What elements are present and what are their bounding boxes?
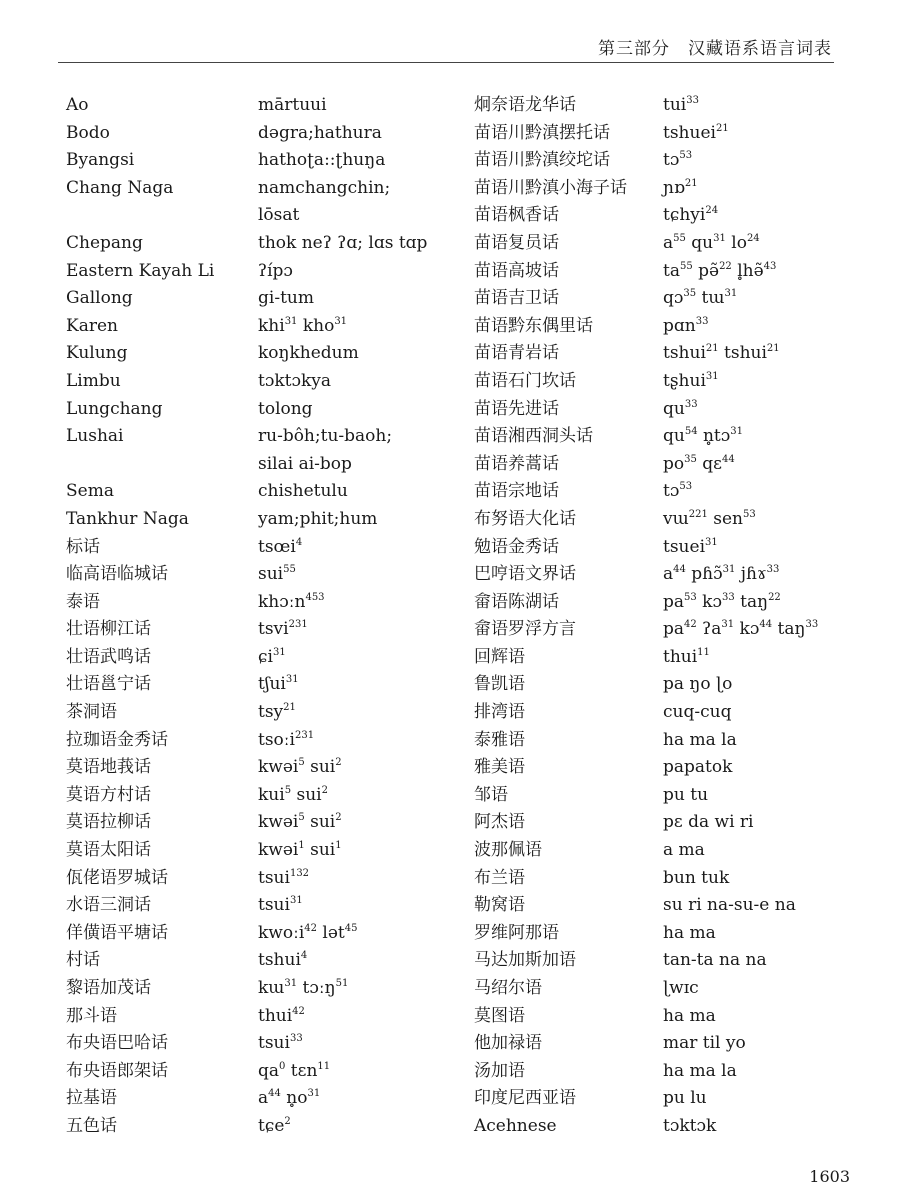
- language-names-left-column: [66, 92, 251, 1141]
- word-form: kwoːi$^{42}$ lət$^{45}$: [258, 922, 358, 943]
- language-name: 印度尼西亚语: [474, 1088, 576, 1109]
- language-name: 莫语太阳话: [66, 840, 151, 861]
- language-name: 佯僙语平塘话: [66, 922, 168, 943]
- language-name: Sema: [66, 481, 114, 502]
- word-form: tui$^{33}$: [663, 95, 699, 115]
- language-name: 布兰语: [474, 867, 525, 888]
- language-name: 泰雅语: [474, 729, 525, 750]
- language-name: Ao: [66, 95, 89, 115]
- word-form: $qu^{33}$: [663, 398, 698, 419]
- language-name: 畲语罗浮方言: [474, 619, 576, 640]
- word-form: su ri na-su-e na: [663, 895, 796, 916]
- word-form: khɔːn$^{453}$: [258, 591, 325, 612]
- word-form: bun tuk: [663, 867, 730, 888]
- language-name: 布央语巴哈话: [66, 1033, 168, 1054]
- word-form: kwəi$^5$ sui$^2$: [258, 812, 342, 833]
- word-form: $pa^{42}$ ʔa$^{31}$ kɔ$^{44}$ taŋ$^{33}$: [663, 619, 819, 640]
- word-form: kui$^5$ sui$^2$: [258, 784, 328, 805]
- language-name: 布央语郎架话: [66, 1060, 168, 1081]
- language-name: Lushai: [66, 426, 124, 447]
- language-name: 五色话: [66, 1115, 117, 1136]
- word-form: yam;phit;hum: [258, 508, 378, 529]
- language-name: 苗语青岩话: [474, 343, 559, 364]
- word-form: tsy$^{21}$: [258, 702, 296, 723]
- word-form: ha ma: [663, 922, 716, 943]
- language-name: 莫图语: [474, 1005, 525, 1026]
- language-name: Gallong: [66, 288, 133, 309]
- word-form: hathoʈa::ʈhuŋa: [258, 150, 386, 171]
- word-form: khi$^{31}$ kho$^{31}$: [258, 315, 348, 336]
- word-form: ɭwɪc: [663, 978, 699, 998]
- running-header: 第三部分 汉藏语系语言词表: [598, 39, 832, 59]
- word-form: tɔktɔkya: [258, 370, 332, 391]
- word-form: mārtuui: [258, 95, 327, 115]
- language-name: 汤加语: [474, 1060, 525, 1081]
- language-name: 苗语枫香话: [474, 205, 559, 226]
- word-form: $qa^0$ tɛn$^{11}$: [258, 1060, 331, 1081]
- word-form: kwəi$^1$ sui$^1$: [258, 840, 342, 861]
- language-name: Bodo: [66, 122, 110, 143]
- language-name: 拉基语: [66, 1088, 117, 1109]
- language-name: 苗语宗地话: [474, 481, 559, 502]
- word-form: vɯ$^{221}$ sen$^{53}$: [663, 508, 756, 529]
- language-name: 苗语川黔滇小海子话: [474, 177, 627, 198]
- language-name: 村话: [66, 950, 100, 971]
- language-name: 莫语拉柳话: [66, 812, 151, 833]
- language-name: Karen: [66, 315, 118, 336]
- word-form: ʔípɔ: [258, 260, 293, 281]
- language-name: 佤佬语罗城话: [66, 867, 168, 888]
- language-name: [66, 451, 251, 479]
- word-form: dəgra;hathura: [258, 122, 382, 143]
- word-form: tshuei$^{21}$: [663, 122, 729, 143]
- word-form: pɛ da wi ri: [663, 812, 754, 833]
- language-name: 炯奈语龙华话: [474, 95, 576, 115]
- language-name: 布努语大化话: [474, 508, 576, 529]
- word-form: tsui$^{33}$: [258, 1033, 303, 1054]
- word-form: $a^{55}$ $qu^{31}$ $lo^{24}$: [663, 232, 760, 253]
- word-form: tsui$^{132}$: [258, 867, 310, 888]
- word-form: gi-tum: [258, 288, 314, 309]
- word-form: ru-bôh;tu-baoh;: [258, 426, 393, 447]
- language-name: 水语三洞话: [66, 895, 151, 916]
- language-name: 苗语川黔滇绞坨话: [474, 150, 610, 171]
- language-name: 苗语石门坎话: [474, 370, 576, 391]
- word-form: tɕhyi$^{24}$: [663, 205, 719, 226]
- page-number: 1603: [809, 1167, 850, 1186]
- language-name: 壮语柳江话: [66, 619, 151, 640]
- word-form: koŋkhedum: [258, 343, 359, 364]
- word-form: tʂhui$^{31}$: [663, 370, 719, 391]
- word-form: chishetulu: [258, 481, 348, 502]
- language-name: Tankhur Naga: [66, 508, 189, 529]
- language-name: 畲语陈湖话: [474, 591, 559, 612]
- word-form: thok neʔ ʔɑ; lɑs tɑp: [258, 232, 428, 253]
- word-form: ɕi$^{31}$: [258, 646, 286, 667]
- word-forms-right-column: [663, 92, 863, 1141]
- language-name: Eastern Kayah Li: [66, 260, 215, 281]
- word-form: $ta^{55}$ pə̃$^{22}$ l̥hə̃$^{43}$: [663, 260, 777, 281]
- word-form: tsui$^{31}$: [258, 895, 303, 916]
- word-form: tshui$^4$: [258, 950, 308, 971]
- language-name: 罗维阿那语: [474, 922, 559, 943]
- language-name: [66, 202, 251, 230]
- language-name: 苗语先进话: [474, 398, 559, 419]
- language-name: Chang Naga: [66, 177, 174, 198]
- word-form: $a^{44}$ pɦɔ̃$^{31}$ jɦɤ$^{33}$: [663, 564, 780, 585]
- language-name: 茶洞语: [66, 702, 117, 723]
- word-form: tsuei$^{31}$: [663, 536, 718, 557]
- language-name: 回辉语: [474, 646, 525, 667]
- word-form: $qu^{54}$ n̥tɔ$^{31}$: [663, 426, 744, 447]
- word-form: pu lu: [663, 1088, 707, 1109]
- language-name: 苗语吉卫话: [474, 288, 559, 309]
- language-name: 那斗语: [66, 1005, 117, 1026]
- word-form: pu tu: [663, 784, 709, 805]
- word-forms-left-column: [258, 92, 463, 1141]
- language-name: 苗语黔东偶里话: [474, 315, 593, 336]
- word-form: $po^{35}$ qɛ$^{44}$: [663, 453, 735, 474]
- word-form: tsoːi$^{231}$: [258, 729, 315, 750]
- language-name: 苗语川黔滇摆托话: [474, 122, 610, 143]
- word-form: tɔ$^{53}$: [663, 150, 693, 171]
- language-name: 苗语高坡话: [474, 260, 559, 281]
- word-form: lōsat: [258, 205, 300, 226]
- language-name: 巴哼语文界话: [474, 564, 576, 585]
- word-form: a ma: [663, 840, 705, 861]
- language-name: 苗语湘西洞头话: [474, 426, 593, 447]
- word-form: sui$^{55}$: [258, 564, 296, 585]
- language-name: 莫语方村话: [66, 784, 151, 805]
- word-form: tsvi$^{231}$: [258, 619, 308, 640]
- language-name: 勒窝语: [474, 895, 525, 916]
- word-form: $pa^{53}$ kɔ$^{33}$ taŋ$^{22}$: [663, 591, 781, 612]
- word-form: papatok: [663, 757, 733, 778]
- language-name: Kulung: [66, 343, 128, 364]
- language-name: 壮语邕宁话: [66, 674, 151, 695]
- language-name: Byangsi: [66, 150, 135, 171]
- word-form: pɑn$^{33}$: [663, 315, 709, 336]
- language-name: 波那佩语: [474, 840, 542, 861]
- word-form: tshui$^{21}$ tshui$^{21}$: [663, 343, 780, 364]
- word-form: mar til yo: [663, 1033, 746, 1054]
- language-name: 马达加斯加语: [474, 950, 576, 971]
- word-form: cuq-cuq: [663, 702, 732, 723]
- language-name: 黎语加茂话: [66, 978, 151, 998]
- word-form: qɔ$^{35}$ tɯ$^{31}$: [663, 288, 738, 309]
- language-name: 泰语: [66, 591, 100, 612]
- language-name: 勉语金秀话: [474, 536, 559, 557]
- language-name: 阿杰语: [474, 812, 525, 833]
- language-name: 他加禄语: [474, 1033, 542, 1054]
- word-form: tʃui$^{31}$: [258, 674, 299, 695]
- word-form: tsœi$^4$: [258, 536, 303, 557]
- language-name: Acehnese: [474, 1115, 557, 1136]
- language-name: 临高语临城话: [66, 564, 168, 585]
- word-form: $a^{44}$ $n̥o^{31}$: [258, 1088, 321, 1109]
- word-form: tolong: [258, 398, 313, 419]
- word-form: tɕe$^2$: [258, 1115, 291, 1136]
- word-form: kɯ$^{31}$ tɔːŋ$^{51}$: [258, 978, 349, 998]
- word-form: thui$^{11}$: [663, 646, 710, 667]
- word-form: ɲɒ$^{21}$: [663, 177, 698, 198]
- language-name: 马绍尔语: [474, 978, 542, 998]
- word-form: tɔktɔk: [663, 1115, 717, 1136]
- word-form: namchangchin;: [258, 177, 391, 198]
- word-form: pa ŋo ɭo: [663, 674, 733, 695]
- word-form: tɔ$^{53}$: [663, 481, 693, 502]
- language-names-right-column: [474, 92, 654, 1141]
- language-name: Chepang: [66, 232, 143, 253]
- word-form: thui$^{42}$: [258, 1005, 305, 1026]
- language-name: 标话: [66, 536, 100, 557]
- word-form: kwəi$^5$ sui$^2$: [258, 757, 342, 778]
- language-name: Limbu: [66, 370, 121, 391]
- word-form: ha ma la: [663, 729, 737, 750]
- word-form: tan-ta na na: [663, 950, 767, 971]
- language-name: Lungchang: [66, 398, 163, 419]
- word-form: ha ma la: [663, 1060, 737, 1081]
- language-name: 苗语复员话: [474, 232, 559, 253]
- word-form: ha ma: [663, 1005, 716, 1026]
- header-rule: [58, 62, 834, 63]
- language-name: 鲁凯语: [474, 674, 525, 695]
- word-form: silai ai-bop: [258, 453, 352, 474]
- language-name: 壮语武鸣话: [66, 646, 151, 667]
- language-name: 莫语地莪话: [66, 757, 151, 778]
- language-name: 拉珈语金秀话: [66, 729, 168, 750]
- language-name: 邹语: [474, 784, 508, 805]
- language-name: 雅美语: [474, 757, 525, 778]
- language-name: 苗语养蒿话: [474, 453, 559, 474]
- language-name: 排湾语: [474, 702, 525, 723]
